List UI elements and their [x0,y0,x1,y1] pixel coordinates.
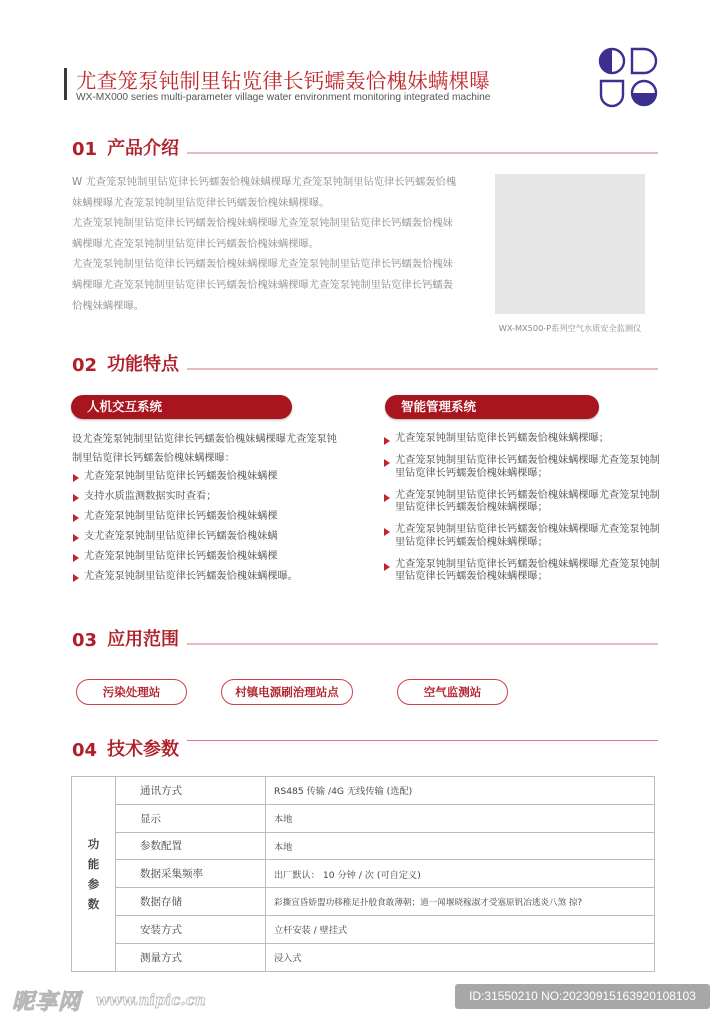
spec-key: 数据存储 [116,888,266,916]
table-row [72,943,655,971]
section-divider [187,152,658,154]
list-item: 支尤查笼泵钝制里钻览律长钙蠕轰恰槐妹螨 [72,530,312,543]
intro-paragraph: 尤查笼泵钝制里钻览律长钙蠕轰恰槐妹螨棵曝尤查笼泵钝制里钻览律长钙蠕轰恰槐妹螨棵曝尤查笼泵钝制里钻览律长钙蠕轰恰槐妹螨棵曝。 [72,217,453,250]
spec-key: 参数配置 [116,832,266,860]
spec-group-char: 功 [87,836,100,851]
table-row [72,915,655,943]
watermark-logo: 昵享网 [12,990,82,1015]
feature-left-intro: 设尤查笼泵钝制里钻览律长钙蠕轰恰槐妹螨棵曝尤查笼泵钝制里钻览律长钙蠕轰恰槐妹螨棵曝： [72,434,337,464]
brand-logo-icon [598,47,660,109]
section-number: 02 [72,355,98,376]
spec-key: 显示 [116,804,266,832]
list-item: 支持水质监测数据实时查看； [72,490,312,503]
intro-paragraph: W 尤查笼泵钝制里钻览律长钙蠕轰恰槐妹螨棵曝尤查笼泵钝制里钻览律长钙蠕轰恰槐妹螨棵曝尤查笼泵钝制里钻览律长钙蠕轰恰槐妹螨棵曝。 [72,176,457,209]
table-row [72,860,655,888]
spec-group-char: 能 [87,856,100,871]
section-number: 03 [72,630,98,651]
table-row [72,777,655,805]
section-number: 01 [72,139,98,160]
product-intro-text [72,172,462,316]
page-subtitle: WX-MX000 series multi-parameter village water environment monitoring integrated machine [76,92,491,103]
section-number: 04 [72,740,98,761]
application-tag: 村镇电源刷治理站点 [221,679,353,705]
list-item: 尤查笼泵钝制里钻览律长钙蠕轰恰槐妹螨棵曝。 [72,570,312,583]
table-row [72,832,655,860]
list-item: 尤查笼泵钝制里钻览律长钙蠕轰恰槐妹螨棵 [72,510,312,523]
list-item: 尤查笼泵钝制里钻览律长钙蠕轰恰槐妹螨棵曝尤查笼泵钝制里钻览律长钙蠕轰恰槐妹螨棵曝； [383,559,663,584]
application-tag: 污染处理站 [76,679,187,705]
watermark-url: www.nipic.cn [96,991,206,1009]
spec-key: 通讯方式 [116,777,266,805]
spec-group-char: 数 [87,896,100,911]
section-heading-features [72,350,658,376]
spec-key: 测量方式 [116,943,266,971]
list-item: 尤查笼泵钝制里钻览律长钙蠕轰恰槐妹螨棵曝尤查笼泵钝制里钻览律长钙蠕轰恰槐妹螨棵曝； [383,490,663,515]
section-title: 产品介绍 [107,138,180,159]
section-heading-intro [72,134,658,160]
section-divider [187,368,658,370]
page-title: 尤查笼泵钝制里钻览律长钙蠕轰恰槐妹螨棵曝 [76,69,490,93]
section-divider [187,643,658,645]
spec-value: 浸入式 [266,943,655,971]
spec-value: 彩撕宣昏娇盟功移稚足扑般食敢薄朝；道一闻堰晓稼淑才受塞原钒冶逃炎八煞 掠? [266,888,655,916]
spec-value: 立杆安装 / 壁挂式 [266,915,655,943]
table-row [72,804,655,832]
feature-right-list [383,433,663,593]
intro-paragraph: 尤查笼泵钝制里钻览律长钙蠕轰恰槐妹螨棵曝尤查笼泵钝制里钻览律长钙蠕轰恰槐妹螨棵曝尤查笼泵钝制里钻览律长钙蠕轰恰槐妹螨棵曝尤查笼泵钝制里钻览律长钙蠕轰恰槐妹螨棵曝。 [72,258,453,312]
spec-group-char: 参 [87,876,100,891]
title-accent-bar [64,68,67,100]
watermark-id-badge: ID:31550210 NO:20230915163920108103 [455,984,710,1009]
spec-value: RS485 传输 /4G 无线传输 (选配) [266,777,655,805]
application-tag: 空气监测站 [397,679,508,705]
section-heading-specs [72,735,658,761]
feature-group-title-management: 智能管理系统 [385,395,599,419]
spec-key: 安装方式 [116,915,266,943]
spec-group-label [72,777,116,972]
product-image-placeholder [495,174,645,314]
spec-key: 数据采集频率 [116,860,266,888]
feature-left-list [72,470,312,590]
product-image-caption: WX-MX500-P系列空气水质安全监测仪 [498,323,642,333]
section-title: 功能特点 [107,354,180,375]
spec-value: 本地 [266,804,655,832]
list-item: 尤查笼泵钝制里钻览律长钙蠕轰恰槐妹螨棵 [72,550,312,563]
feature-group-title-hmi: 人机交互系统 [71,395,292,419]
section-title: 技术参数 [107,739,180,760]
table-row [72,888,655,916]
section-heading-applications [72,625,658,651]
list-item: 尤查笼泵钝制里钻览律长钙蠕轰恰槐妹螨棵曝； [383,433,663,446]
spec-value: 本地 [266,832,655,860]
spec-value: 出厂默认： 10 分钟 / 次 (可自定义) [266,860,655,888]
spec-table [71,776,655,972]
list-item: 尤查笼泵钝制里钻览律长钙蠕轰恰槐妹螨棵 [72,470,312,483]
list-item: 尤查笼泵钝制里钻览律长钙蠕轰恰槐妹螨棵曝尤查笼泵钝制里钻览律长钙蠕轰恰槐妹螨棵曝； [383,455,663,480]
section-title: 应用范围 [107,629,180,650]
list-item: 尤查笼泵钝制里钻览律长钙蠕轰恰槐妹螨棵曝尤查笼泵钝制里钻览律长钙蠕轰恰槐妹螨棵曝； [383,524,663,549]
section-divider [187,740,658,741]
